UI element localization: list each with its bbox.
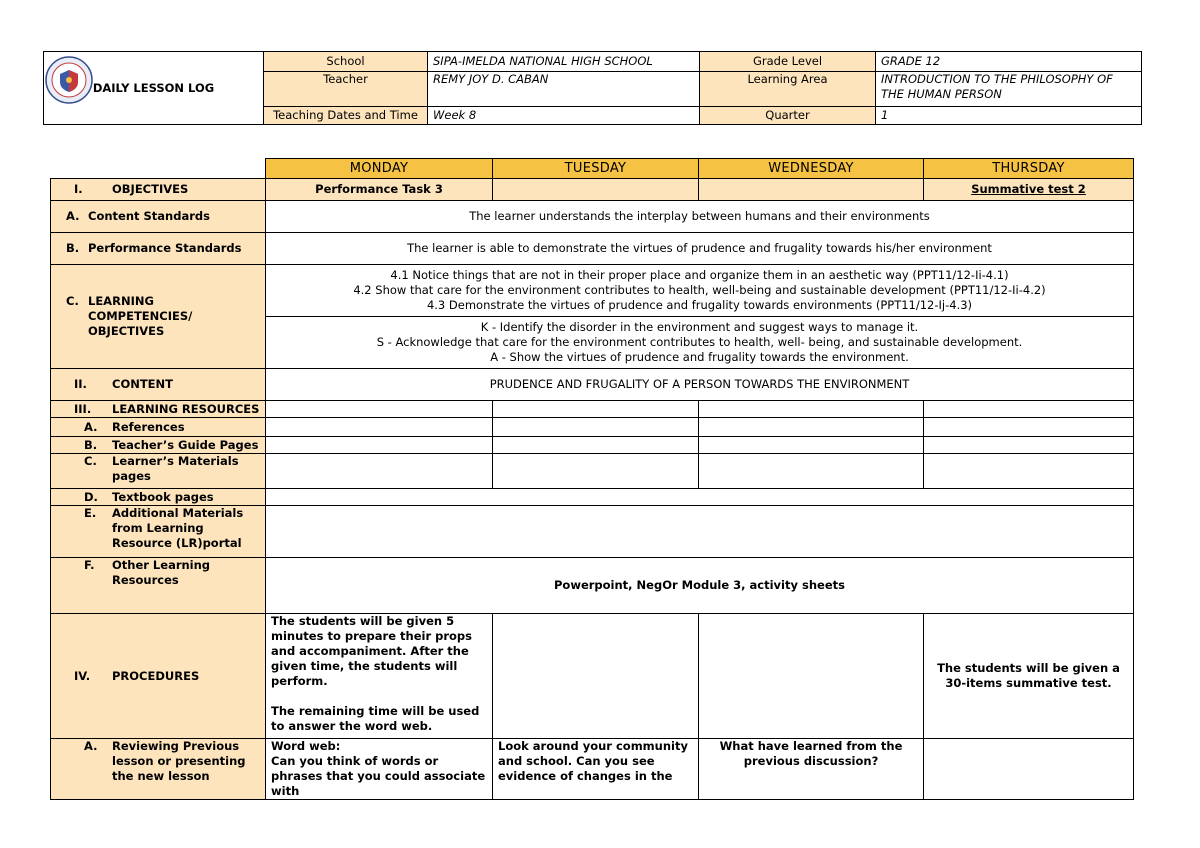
daily-lesson-log-title: DAILY LESSON LOG [44, 52, 264, 125]
learners-materials-tuesday [493, 454, 699, 489]
competency-4-2: 4.2 Show that care for the environment contributes to health, well-being and sustainable development (PPT11/12-Ii-4.2) [353, 283, 1046, 297]
quarter-value: 1 [876, 107, 1142, 125]
additional-materials-label: E. Additional Materials from Learning Resource (LR)portal [51, 506, 266, 558]
ksa-attitude: A - Show the virtues of prudence and frugality towards the environment. [490, 350, 909, 364]
day-tuesday: TUESDAY [493, 159, 699, 179]
learners-materials-monday [266, 454, 493, 489]
teachers-guide-monday [266, 437, 493, 454]
teachers-guide-tuesday [493, 437, 699, 454]
header-table [43, 51, 1142, 125]
day-thursday: THURSDAY [924, 159, 1134, 179]
teachers-guide-thursday [924, 437, 1134, 454]
objectives-label: I. OBJECTIVES [51, 179, 266, 201]
teachers-guide-label: B. Teacher’s Guide Pages [51, 437, 266, 454]
resources-thursday [924, 401, 1134, 418]
competency-4-3: 4.3 Demonstrate the virtues of prudence and frugality towards environments (PPT11/12-Ij-4.3) [426, 298, 973, 312]
resources-tuesday [493, 401, 699, 418]
reviewing-thursday [924, 739, 1134, 800]
references-monday [266, 418, 493, 437]
ksa-skills: S - Acknowledge that care for the environment contributes to health, well- being, and sustainable development. [376, 335, 1023, 349]
competencies-label: C. LEARNING COMPETENCIES/ OBJECTIVES [51, 265, 266, 369]
learning-area-label: Learning Area [700, 72, 876, 107]
references-label: A. References [51, 418, 266, 437]
learning-area-value: INTRODUCTION TO THE PHILOSOPHY OF THE HUMAN PERSON [876, 72, 1142, 107]
content-standards-label: A. Content Standards [51, 201, 266, 233]
resources-wednesday [699, 401, 924, 418]
references-thursday [924, 418, 1134, 437]
references-wednesday [699, 418, 924, 437]
procedures-thursday: The students will be given a 30-items summative test. [924, 614, 1134, 739]
ksa-knowledge: K - Identify the disorder in the environment and suggest ways to manage it. [480, 320, 919, 334]
procedures-tuesday [493, 614, 699, 739]
learners-materials-label: C. Learner’s Materials pages [51, 454, 266, 489]
corner-blank [51, 159, 266, 179]
other-resources-text: Powerpoint, NegOr Module 3, activity sheets [266, 558, 1134, 614]
objectives-tuesday [493, 179, 699, 201]
objectives-wednesday [699, 179, 924, 201]
procedures-wednesday [699, 614, 924, 739]
performance-standards-label: B. Performance Standards [51, 233, 266, 265]
grade-level-value: GRADE 12 [876, 52, 1142, 72]
learners-materials-thursday [924, 454, 1134, 489]
procedures-monday-text-2: The remaining time will be used to answer the word web. [271, 704, 480, 733]
school-value: SIPA-IMELDA NATIONAL HIGH SCHOOL [428, 52, 700, 72]
references-tuesday [493, 418, 699, 437]
reviewing-previous-label: A. Reviewing Previous lesson or presenting the new lesson [51, 739, 266, 800]
reviewing-monday [266, 739, 493, 800]
objectives-monday: Performance Task 3 [266, 179, 493, 201]
quarter-label: Quarter [700, 107, 876, 125]
teacher-label: Teacher [264, 72, 428, 107]
content-label: II. CONTENT [51, 369, 266, 401]
teacher-value: REMY JOY D. CABAN [428, 72, 700, 107]
textbook-pages-value [266, 489, 1134, 506]
objectives-thursday: Summative test 2 [924, 179, 1134, 201]
procedures-monday-text-1: The students will be given 5 minutes to prepare their props and accompaniment. After the given time, the students will perform. [271, 614, 472, 688]
grade-level-label: Grade Level [700, 52, 876, 72]
day-wednesday: WEDNESDAY [699, 159, 924, 179]
day-monday: MONDAY [266, 159, 493, 179]
reviewing-monday-text-2: Can you think of words or phrases that you could associate with [271, 754, 486, 798]
teaching-dates-label: Teaching Dates and Time [264, 107, 428, 125]
additional-materials-value [266, 506, 1134, 558]
resources-monday [266, 401, 493, 418]
textbook-pages-label: D. Textbook pages [51, 489, 266, 506]
learners-materials-wednesday [699, 454, 924, 489]
competency-4-1: 4.1 Notice things that are not in their proper place and organize them in an aesthetic way (PPT11/12-Ii-4.1) [390, 268, 1009, 282]
teachers-guide-wednesday [699, 437, 924, 454]
other-resources-label: F. Other Learning Resources [51, 558, 266, 614]
reviewing-wednesday: What have learned from the previous discussion? [699, 739, 924, 800]
lesson-log-table [50, 158, 1134, 800]
ksa-list [266, 317, 1134, 369]
content-text: PRUDENCE AND FRUGALITY OF A PERSON TOWARDS THE ENVIRONMENT [266, 369, 1134, 401]
teaching-dates-value: Week 8 [428, 107, 700, 125]
performance-standards-text: The learner is able to demonstrate the virtues of prudence and frugality towards his/her environment [266, 233, 1134, 265]
reviewing-tuesday: Look around your community and school. Can you see evidence of changes in the [493, 739, 699, 800]
learning-resources-label: III. LEARNING RESOURCES [51, 401, 266, 418]
school-label: School [264, 52, 428, 72]
content-standards-text: The learner understands the interplay between humans and their environments [266, 201, 1134, 233]
competencies-list [266, 265, 1134, 317]
procedures-monday [266, 614, 493, 739]
procedures-label: IV. PROCEDURES [51, 614, 266, 739]
reviewing-monday-text-1: Word web: [271, 739, 341, 753]
